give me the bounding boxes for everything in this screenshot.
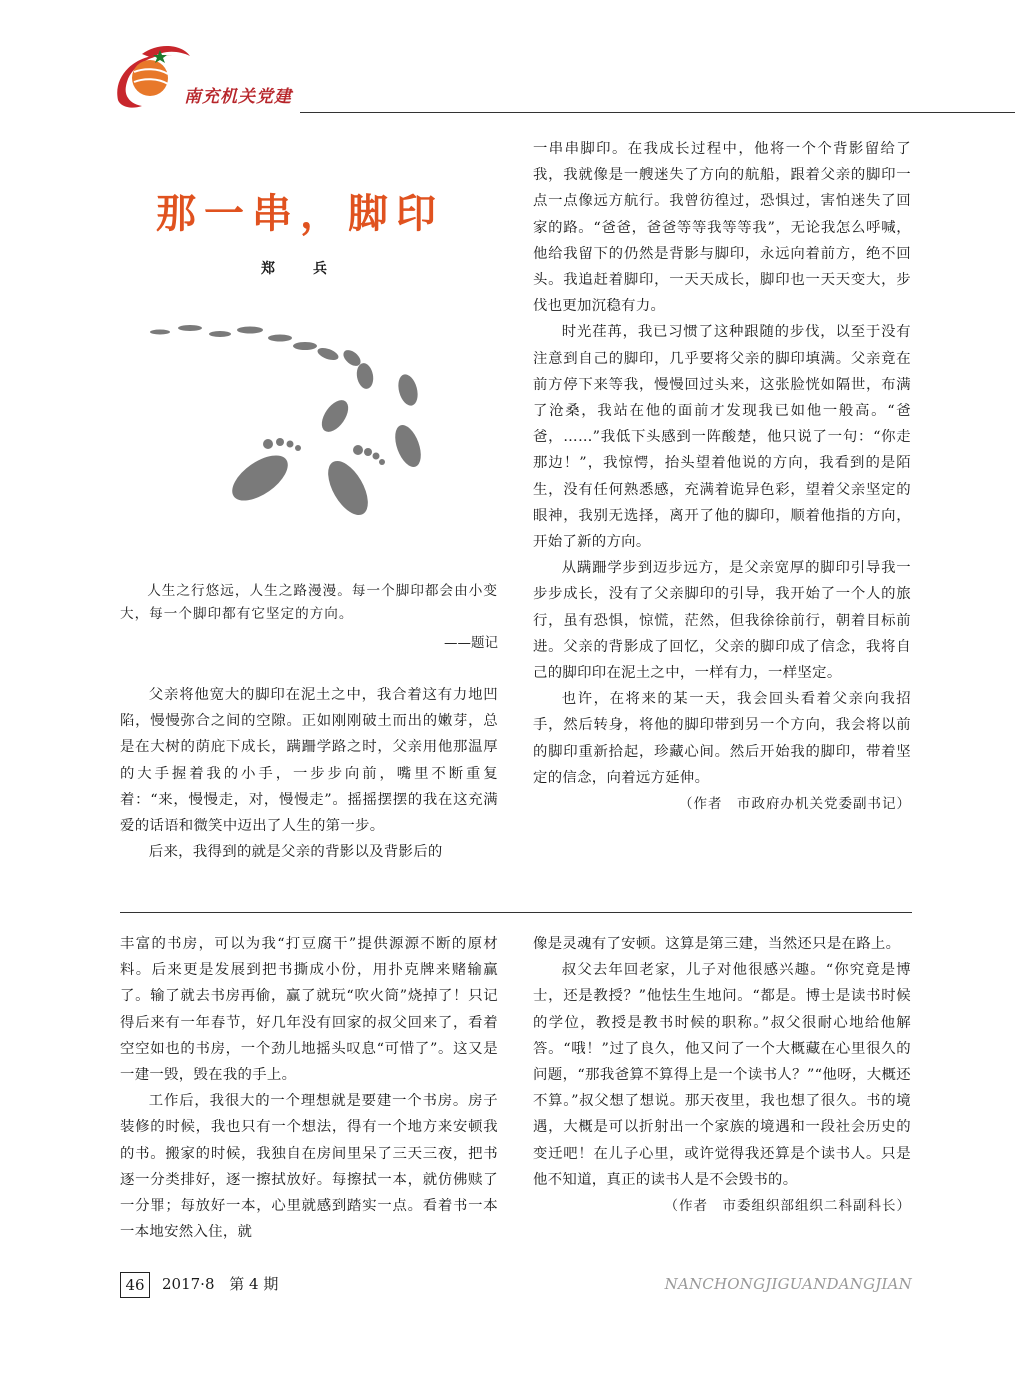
author-signature: （作者 市政府办机关党委副书记） (679, 796, 911, 813)
paragraph: 工作后，我很大的一个理想就是要建一个书房。房子装修的时候，我也只有一个想法，得有一个地方来安顿我的书。搬家的时候，我独自在房间里呆了三天三夜，把书逐一分类排好，逐一擦拭放好。每擦拭一本，就仿佛赎了一分罪；每放好一本，心里就感到踏实一点。看着书一本一本地安然入住，就 (120, 1093, 498, 1241)
author-signature: （作者 市委组织部组织二科副科长） (664, 1198, 911, 1215)
section-divider (120, 912, 912, 913)
article-title: 那一串，脚印 (156, 191, 444, 237)
epigraph-signature: ——题记 (444, 635, 498, 651)
footprints-icon (120, 318, 500, 528)
paragraph: 叔父去年回老家，儿子对他很感兴趣。“你究竟是博士，还是教授？”他怯生生地问。“都是。博士是读书时候的学位，教授是教书时候的职称。”叔父很耐心地给他解答。“哦！”过了良久，他又问了一个大概藏在心里很久的问题，“那我爸算不算得上是一个读书人？”“他呀，大概还不算。”叔父想了想说。那天夜里，我也想了很久。书的境遇，大概是可以折射出一个家族的境遇和一段社会历史的变迁吧！在儿子心里，或许觉得我还算是个读书人。只是他不知道，真正的读书人是不会毁书的。 (533, 962, 911, 1188)
article1-right-column (533, 136, 911, 817)
issue-number: 第 4 期 (229, 1275, 279, 1293)
issue-info (162, 1273, 288, 1294)
issue-date: 2017·8 (162, 1275, 215, 1293)
magazine-name: 南充机关党建 (184, 87, 292, 107)
article2-left-column (120, 931, 498, 1245)
article2-right-column (533, 931, 911, 1219)
paragraph-continued: 丰富的书房，可以为我“打豆腐干”提供源源不断的原材料。后来更是发展到把书撕成小份，用扑克牌来赌输赢了。输了就去书房再偷，赢了就玩“吹火筒”烧掉了！只记得后来有一年春节，好几年没有回家的叔父回来了，看着空空如也的书房，一个劲儿地摇头叹息“可惜了”。这又是一建一毁，毁在我的手上。 (120, 936, 498, 1084)
magazine-pinyin: NANCHONGJIGUANDANGJIAN (664, 1275, 912, 1293)
paragraph: 从蹒跚学步到迈步远方，是父亲宽厚的脚印引导我一步步成长，没有了父亲脚印的引导，我开始了一个人的旅行，虽有恐惧，惊慌，茫然，但我徐徐前行，朝着目标前进。父亲的背影成了回忆，父亲的脚印成了信念，我将自己的脚印印在泥土之中，一样有力，一样坚定。 (533, 560, 911, 682)
header-rule (300, 112, 1015, 113)
logo-emblem-icon (112, 42, 192, 117)
paragraph: 时光荏苒，我已习惯了这种跟随的步伐，以至于没有注意到自己的脚印，几乎要将父亲的脚印填满。父亲竟在前方停下来等我，慢慢回过头来，这张脸恍如隔世，布满了沧桑，我站在他的面前才发现我已如他一般高。“爸爸，……”我低下头感到一阵酸楚，他只说了一句：“你走那边！”，我惊愕，抬头望着他说的方向，我看到的是陌生，没有任何熟悉感，充满着诡异色彩，望着父亲坚定的眼神，我别无选择，离开了他的脚印，顺着他指的方向，开始了新的方向。 (533, 324, 911, 551)
footprints-illustration (120, 318, 500, 528)
epigraph: 人生之行悠远，人生之路漫漫。每一个脚印都会由小变大，每一个脚印都有它坚定的方向。 (120, 583, 498, 622)
article1-left-column (120, 682, 498, 865)
page-number: 46 (120, 1272, 150, 1298)
paragraph: 父亲将他宽大的脚印在泥土之中，我合着这有力地凹陷，慢慢弥合之间的空隙。正如刚刚破土而出的嫩芽，总是在大树的荫庇下成长，蹒跚学路之时，父亲用他那温厚的大手握着我的小手，一步步向前，嘴里不断重复着：“来，慢慢走，对，慢慢走”。摇摇摆摆的我在这充满爱的话语和微笑中迈出了人生的第一步。 (120, 687, 498, 835)
paragraph: 也许，在将来的某一天，我会回头看着父亲向我招手，然后转身，将他的脚印带到另一个方向，我会将以前的脚印重新拾起，珍藏心间。然后开始我的脚印，带着坚定的信念，向着远方延伸。 (533, 691, 911, 786)
paragraph: 后来，我得到的就是父亲的背影以及背影后的 (148, 844, 443, 861)
magazine-logo (112, 42, 312, 117)
paragraph-continued: 像是灵魂有了安顿。这算是第三建，当然还只是在路上。 (533, 936, 901, 952)
article-author: 郑 兵 (261, 261, 339, 277)
paragraph-continued: 一串串脚印。在我成长过程中，他将一个个背影留给了我，我就像是一艘迷失了方向的航船，跟着父亲的脚印一点一点像远方航行。我曾彷徨过，恐惧过，害怕迷失了回家的路。“爸爸，爸爸等等我等等我”，无论我怎么呼喊，他给我留下的仍然是背影与脚印，永远向着前方，绝不回头。我追赶着脚印，一天天成长，脚印也一天天变大，步伐也更加沉稳有力。 (533, 141, 911, 315)
